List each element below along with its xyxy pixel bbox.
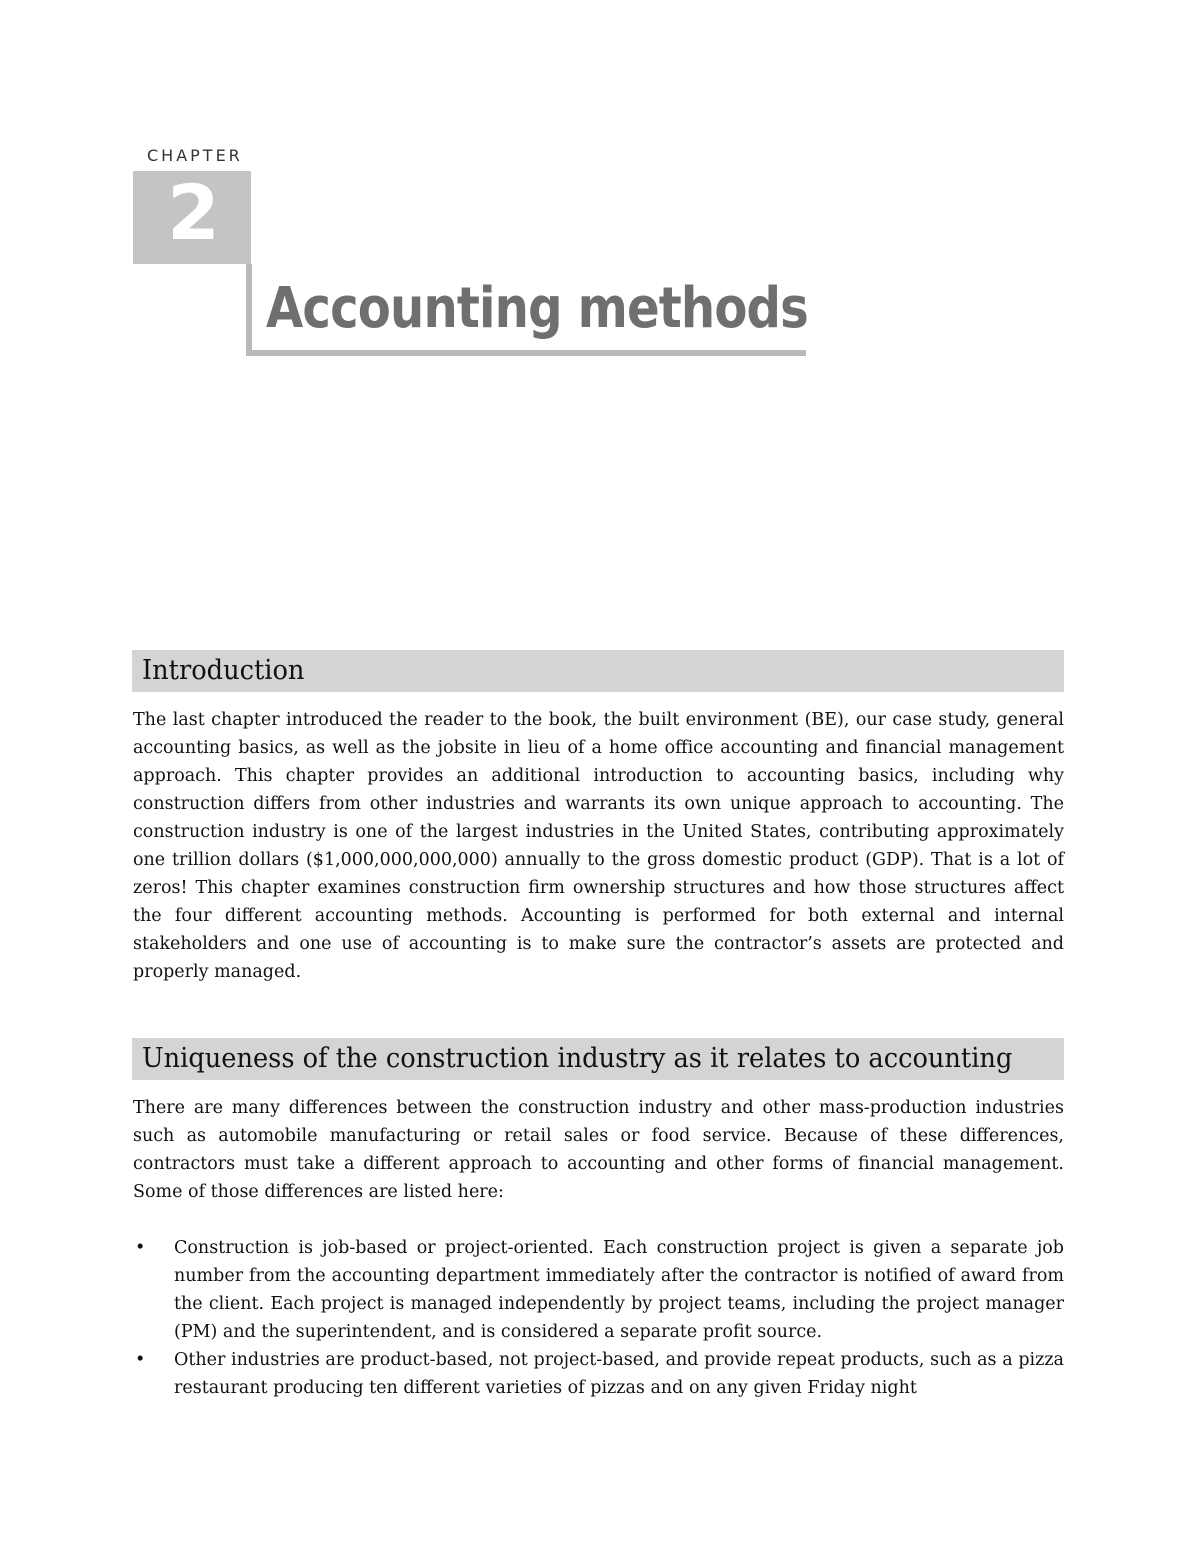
title-rule-horizontal [246,350,806,356]
bullet-icon: • [135,1350,146,1370]
differences-list [133,1234,1064,1402]
section-heading-text: Introduction [142,655,305,686]
introduction-paragraph: The last chapter introduced the reader to the book, the built environment (BE), our case study, general accounting basics, as well as the jobsite in lieu of a home office accounting and financial management approach. This chapter provides an additional introduction to accounting basics, including why construction differs from other industries and warrants its own unique approach to accounting. The construction industry is one of the largest industries in the United States, contributing approximately one trillion dollars ($1,000,000,000,000) annually to the gross domestic product (GDP). That is a lot of zeros! This chapter examines construction firm ownership structures and how those structures affect the four different accounting methods. Accounting is performed for both external and internal stakeholders and one use of accounting is to make sure the contractor’s assets are protected and properly managed. [133,710,1064,982]
bullet-icon: • [135,1238,146,1258]
chapter-label: CHAPTER [147,146,243,165]
list-item-text: Other industries are product-based, not project-based, and provide repeat products, such as a pizza restaurant producing ten different varieties of pizzas and on any given Friday night [174,1350,1064,1398]
section-heading-introduction [132,650,1064,692]
uniqueness-paragraph: There are many differences between the construction industry and other mass-production industries such as automobile manufacturing or retail sales or food service. Because of these differences, contractors must take a different approach to accounting and other forms of financial management. Some of those differences are listed here: [133,1098,1064,1202]
chapter-title: Accounting methods [266,276,808,341]
list-item [133,1234,1064,1346]
section-heading-text: Uniqueness of the construction industry as it relates to accounting [142,1043,1013,1074]
list-item [133,1346,1064,1402]
chapter-number-box [133,168,251,264]
list-item-text: Construction is job-based or project-oriented. Each construction project is given a separate job number from the accounting department immediately after the contractor is notified of award from the client. Each project is managed independently by project teams, including the project manager (PM) and the superintendent, and is considered a separate profit source. [174,1238,1064,1342]
chapter-number: 2 [167,168,220,257]
title-rule-vertical [246,264,252,356]
section-heading-uniqueness [132,1038,1064,1080]
